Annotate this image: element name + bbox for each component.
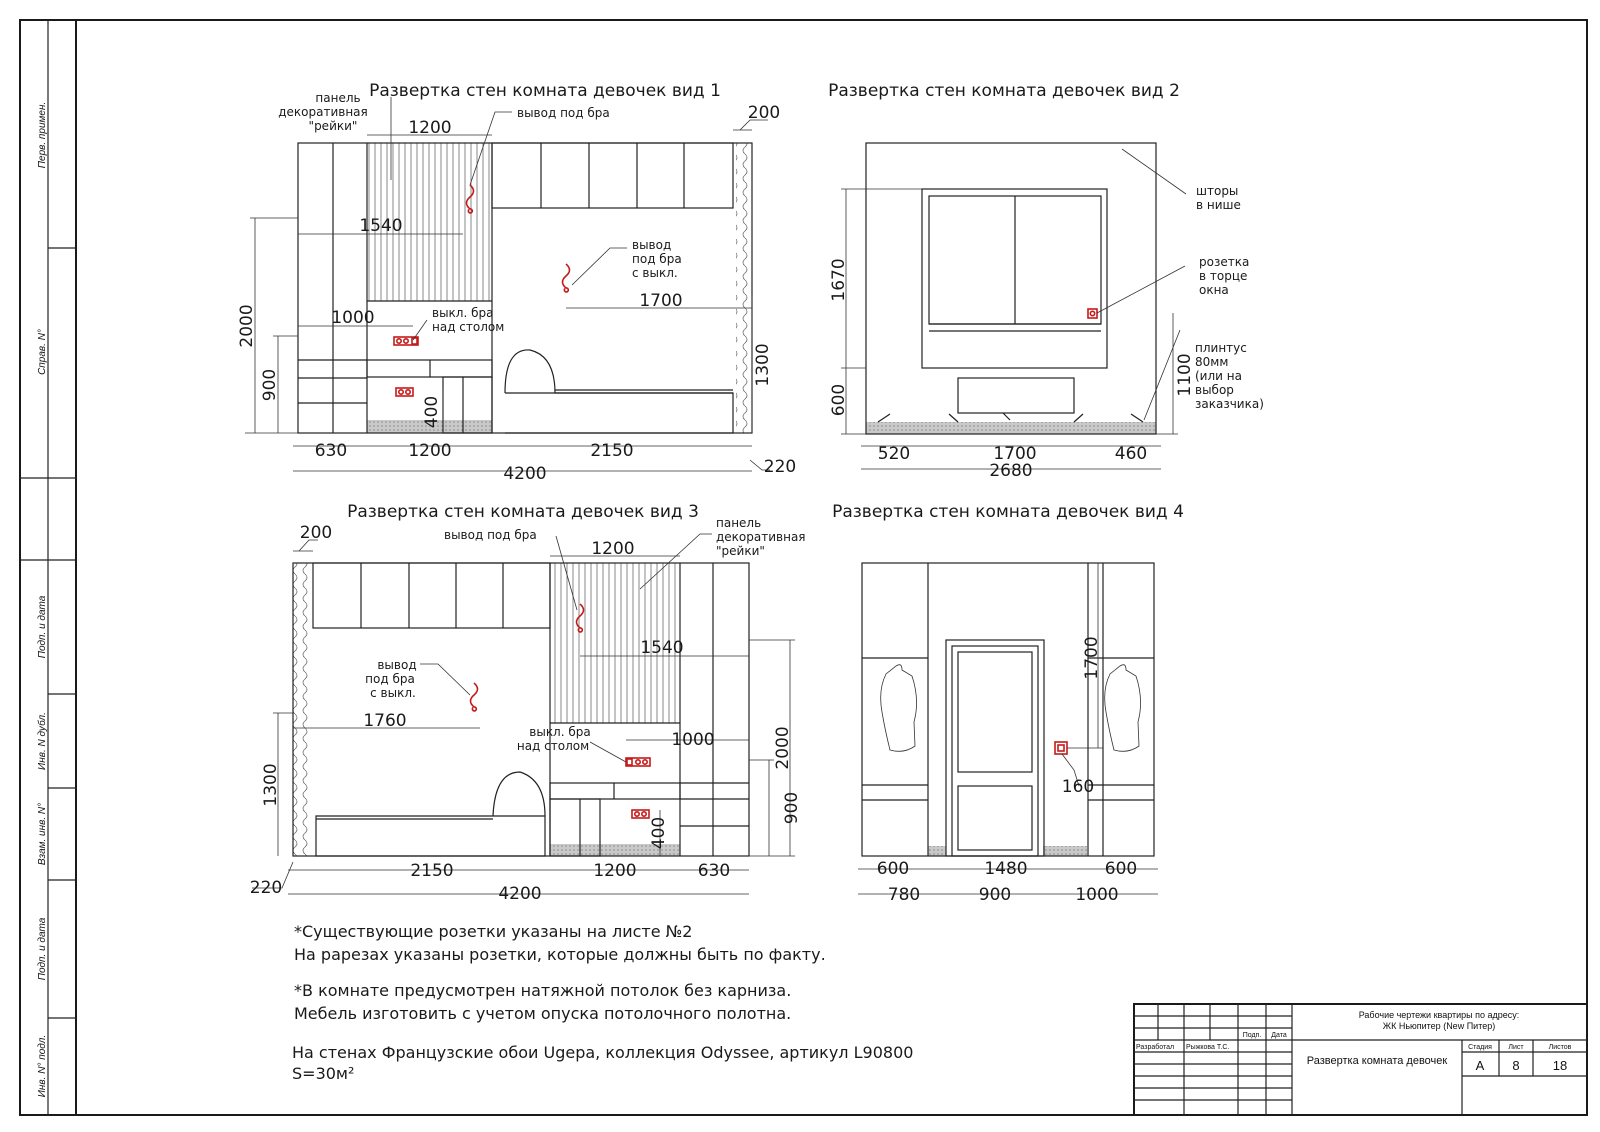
dim: 1000 [671, 730, 715, 750]
label-curtains: в нише [1196, 198, 1241, 212]
dim: 1480 [984, 859, 1028, 879]
curtain [736, 143, 752, 433]
title-block [1134, 1004, 1587, 1115]
dim: 1000 [1075, 885, 1119, 905]
dim: 1540 [640, 638, 684, 658]
dim: 1700 [1082, 636, 1102, 680]
label-switch: выкл. бра [432, 306, 494, 320]
label-panel: "рейки" [308, 119, 358, 133]
label-sconce: вывод под бра [444, 528, 537, 542]
socket-block [632, 810, 649, 818]
dim: 600 [829, 383, 849, 417]
dim: 1200 [591, 539, 635, 559]
dim: 1670 [829, 258, 849, 302]
dim: 1000 [331, 308, 375, 328]
dim: 460 [1114, 444, 1148, 464]
dim: 220 [249, 878, 283, 898]
sheets-label: Листов [1548, 1044, 1572, 1051]
dim: 1700 [993, 444, 1037, 464]
label-socket: розетка [1199, 255, 1250, 269]
label-switch: над столом [516, 739, 590, 753]
dim: 1300 [261, 763, 281, 807]
dim: 4200 [503, 464, 547, 484]
label-panel: "рейки" [716, 544, 765, 558]
label-sconce-switch: с выкл. [632, 266, 678, 280]
view-3-title: Развертка стен комната девочек вид 3 [347, 502, 699, 522]
view-4 [832, 502, 1184, 905]
dim: 200 [747, 103, 781, 123]
note-line: На рарезах указаны розетки, которые должны быть по факту. [294, 945, 826, 964]
dim: 2000 [237, 304, 257, 348]
sheet-number: 8 [1512, 1058, 1520, 1073]
col-sign: Подп. [1242, 1032, 1262, 1039]
stamp-field: Перв. примен. [37, 101, 48, 169]
socket-block [396, 388, 413, 396]
dim: 160 [1061, 777, 1095, 797]
dim: 1540 [359, 216, 403, 236]
label-panel: панель [315, 91, 361, 105]
dim: 1200 [408, 118, 452, 138]
stamp-field: Взам. инв. N° [37, 802, 48, 866]
role-label: Разработал [1136, 1044, 1175, 1051]
dim: 1300 [753, 343, 773, 387]
view-2 [828, 81, 1264, 481]
dim: 900 [260, 368, 280, 402]
note-line: На стенах Французские обои Ugepa, коллекция Odyssee, артикул L90800 [292, 1043, 914, 1062]
curtain [293, 563, 309, 856]
label-socket: в торце [1199, 269, 1248, 283]
col-date: Дата [1271, 1032, 1287, 1039]
dim: 1200 [408, 441, 452, 461]
socket-window [1088, 309, 1097, 318]
label-panel: декоративная [278, 105, 368, 119]
label-panel: панель [716, 516, 762, 530]
view-4-title: Развертка стен комната девочек вид 4 [832, 502, 1184, 522]
dim: 630 [314, 441, 348, 461]
switch-door [1055, 742, 1067, 754]
view-1 [237, 81, 796, 484]
author-name: Рыжкова Т.С. [1186, 1044, 1230, 1051]
sconce-outlet [471, 683, 478, 711]
label-panel: декоративная [716, 530, 806, 544]
label-sconce-switch: под бра [365, 672, 415, 686]
stage-label: Стадия [1468, 1044, 1492, 1051]
dim: 4200 [498, 884, 542, 904]
label-switch: выкл. бра [529, 725, 591, 739]
note-line: *В комнате предусмотрен натяжной потолок без карниза. [294, 981, 792, 1000]
dim: 780 [887, 885, 921, 905]
dim: 1700 [639, 291, 683, 311]
stamp-field: Подп. и дата [37, 595, 48, 659]
label-sconce-switch: вывод [632, 238, 672, 252]
note-line: S=30м² [292, 1064, 355, 1083]
label-sconce-switch: под бра [632, 252, 682, 266]
label-plinth: выбор [1195, 383, 1234, 397]
dim: 630 [697, 861, 731, 881]
dim: 2000 [773, 726, 793, 770]
label-plinth: (или на [1195, 369, 1242, 383]
dim: 1200 [593, 861, 637, 881]
dim: 900 [782, 791, 802, 825]
label-plinth: плинтус [1195, 341, 1247, 355]
view-1-title: Развертка стен комната девочек вид 1 [369, 81, 721, 101]
dim: 900 [978, 885, 1012, 905]
dim: 400 [649, 816, 669, 850]
label-socket: окна [1199, 283, 1229, 297]
note-line: Мебель изготовить с учетом опуска потолочного полотна. [294, 1004, 792, 1023]
sheet-title: Развертка комната девочек [1306, 1055, 1448, 1067]
dim: 400 [422, 395, 442, 429]
project-line: ЖК Ньюпитер (New Питер) [1382, 1021, 1496, 1031]
stamp-field: Подп. и дата [37, 917, 48, 981]
stamp-field: Инв. N дубл. [37, 712, 48, 770]
dim: 1100 [1175, 353, 1195, 397]
label-plinth: заказчика) [1195, 397, 1264, 411]
label-sconce-switch: с выкл. [370, 686, 416, 700]
sheets-total: 18 [1552, 1058, 1568, 1073]
switch-block [626, 758, 650, 766]
dim: 520 [877, 444, 911, 464]
project-line: Рабочие чертежи квартиры по адресу: [1358, 1010, 1520, 1020]
dim: 2150 [590, 441, 634, 461]
view-3 [250, 502, 806, 904]
sconce-outlet [563, 264, 570, 292]
view-2-title: Развертка стен комната девочек вид 2 [828, 81, 1180, 101]
stamp-field: Справ. N° [37, 329, 48, 375]
stamp-field: Инв. N° подл. [37, 1034, 48, 1098]
label-plinth: 80мм [1195, 355, 1229, 369]
dim: 200 [299, 523, 333, 543]
dim: 220 [763, 457, 797, 477]
stage-value: А [1475, 1058, 1485, 1073]
label-curtains: шторы [1196, 184, 1239, 198]
notes [292, 922, 913, 1083]
dim: 2150 [410, 861, 454, 881]
label-sconce-switch: вывод [377, 658, 417, 672]
dim: 600 [876, 859, 910, 879]
dim: 2680 [989, 461, 1033, 481]
note-line: *Существующие розетки указаны на листе №2 [294, 922, 693, 941]
label-switch: над столом [432, 320, 505, 334]
dim: 600 [1104, 859, 1138, 879]
label-sconce: вывод под бра [517, 106, 610, 120]
dim: 1760 [363, 711, 407, 731]
sheet-label: Лист [1508, 1044, 1524, 1051]
